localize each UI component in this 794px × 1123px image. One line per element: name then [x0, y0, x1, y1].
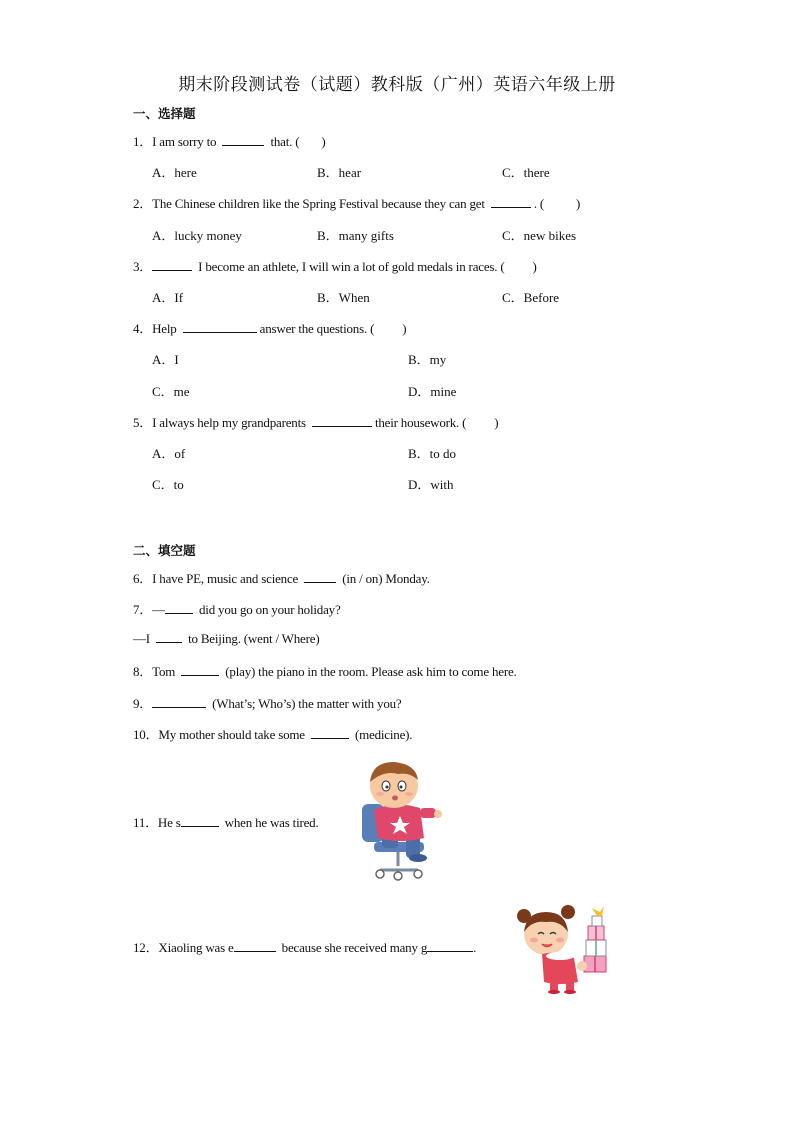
- option-b[interactable]: B．hear: [317, 165, 362, 180]
- option-b[interactable]: B．many gifts: [317, 228, 394, 243]
- option-a[interactable]: A．of: [152, 446, 186, 461]
- option-a[interactable]: A．If: [152, 290, 184, 305]
- page-title: 期末阶段测试卷（试题）教科版（广州）英语六年级上册: [178, 75, 616, 95]
- girl-with-gifts-illustration: [512, 904, 622, 994]
- option-a[interactable]: A．I: [152, 352, 179, 367]
- option-b[interactable]: B．my: [408, 352, 447, 367]
- question-5: 5．I always help my grandparents their housework. ( ): [133, 415, 499, 430]
- answer-blank[interactable]: [491, 195, 531, 208]
- option-b[interactable]: B．to do: [408, 446, 457, 461]
- option-c[interactable]: C．to: [152, 477, 184, 492]
- option-c[interactable]: C．Before: [502, 290, 560, 305]
- question-11: 11．He s when he was tired.: [133, 815, 319, 830]
- answer-blank[interactable]: [312, 414, 372, 427]
- bow-icon: [592, 906, 604, 916]
- question-10: 10．My mother should take some (medicine).: [133, 727, 413, 742]
- section-heading-choice: 一、选择题: [133, 106, 196, 121]
- question-1: 1．I am sorry to that. ( ): [133, 134, 326, 149]
- answer-blank[interactable]: [152, 695, 206, 708]
- answer-blank[interactable]: [304, 570, 336, 583]
- option-c[interactable]: C．new bikes: [502, 228, 577, 243]
- answer-blank[interactable]: [183, 320, 257, 333]
- answer-blank[interactable]: [234, 939, 276, 952]
- question-7: 7．— did you go on your holiday?: [133, 602, 341, 617]
- question-8: 8．Tom (play) the piano in the room. Please ask him to come here.: [133, 664, 517, 679]
- question-6: 6．I have PE, music and science (in / on) Monday.: [133, 571, 430, 586]
- question-9: 9． (What’s; Who’s) the matter with you?: [133, 696, 402, 711]
- question-7-reply: —I to Beijing. (went / Where): [133, 631, 320, 646]
- option-a[interactable]: A．lucky money: [152, 228, 242, 243]
- option-a[interactable]: A．here: [152, 165, 197, 180]
- answer-blank[interactable]: [181, 814, 219, 827]
- question-12: 12．Xiaoling was e because she received many g .: [133, 940, 477, 955]
- option-b[interactable]: B．When: [317, 290, 370, 305]
- answer-blank[interactable]: [181, 663, 219, 676]
- answer-blank[interactable]: [156, 630, 182, 643]
- option-d[interactable]: D．with: [408, 477, 454, 492]
- answer-blank[interactable]: [222, 133, 264, 146]
- answer-blank[interactable]: [165, 601, 193, 614]
- option-c[interactable]: C．me: [152, 384, 190, 399]
- option-d[interactable]: D．mine: [408, 384, 457, 399]
- gift-box-icon: [592, 916, 602, 926]
- section-heading-fill: 二、填空题: [133, 543, 196, 558]
- tired-boy-illustration: [354, 758, 444, 882]
- question-4: 4．Help answer the questions. ( ): [133, 321, 407, 336]
- question-2: 2．The Chinese children like the Spring Festival because they can get . ( ): [133, 196, 581, 211]
- answer-blank[interactable]: [152, 258, 192, 271]
- answer-blank[interactable]: [427, 939, 473, 952]
- question-3: 3． I become an athlete, I will win a lot of gold medals in races. ( ): [133, 259, 537, 274]
- option-c[interactable]: C．there: [502, 165, 550, 180]
- answer-blank[interactable]: [311, 726, 349, 739]
